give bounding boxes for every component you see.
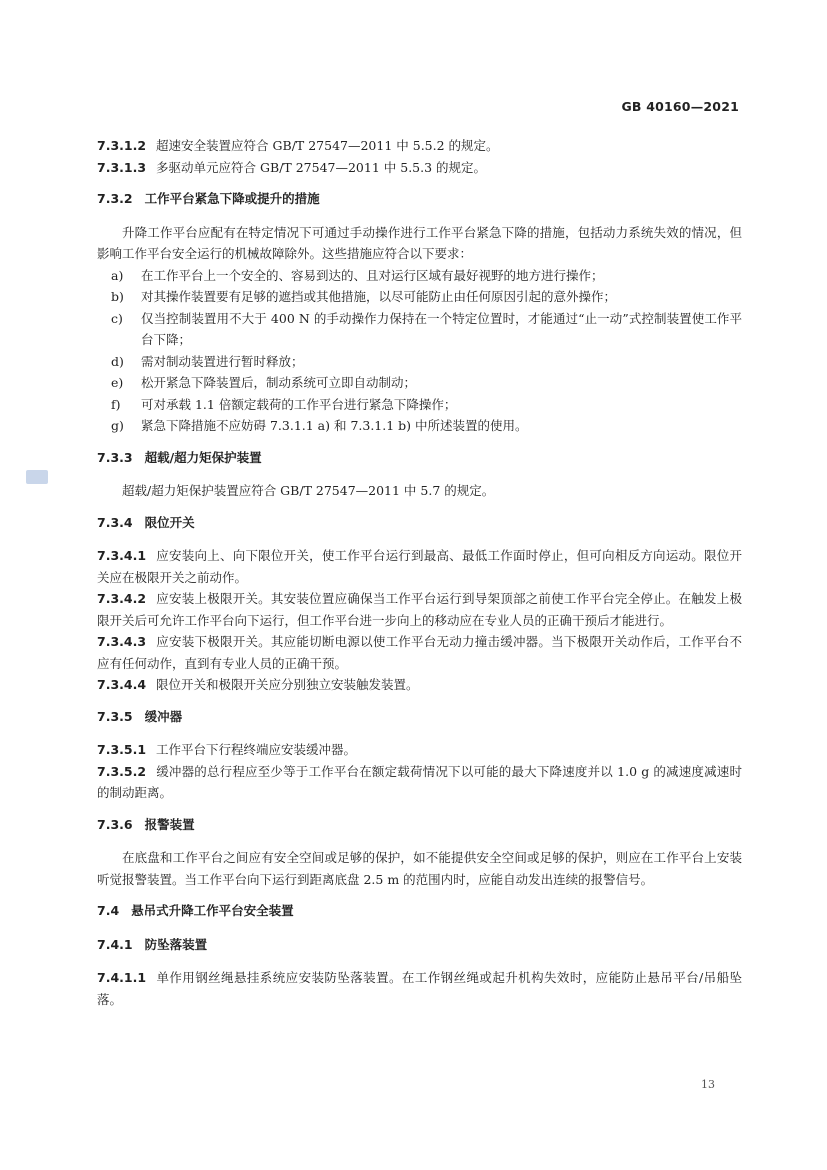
clause-number: 7.4.1.1 [97, 970, 147, 985]
heading-title: 工作平台紧急下降或提升的措施 [144, 191, 320, 206]
heading-number: 7.3.6 [97, 816, 133, 832]
paragraph-7-3-6: 在底盘和工作平台之间应有安全空间或足够的保护，如不能提供安全空间或足够的保护，则应在工作平台上安装听觉报警装置。当工作平台向下运行到距离底盘 2.5 m 的范围内时，应能自动发出连续的报警信号。 [97, 850, 742, 887]
heading-title: 悬吊式升降工作平台安全装置 [131, 903, 294, 918]
clause-number: 7.3.1.3 [97, 159, 147, 175]
list-item [97, 308, 742, 351]
clause-text: 应安装下极限开关。其应能切断电源以使工作平台无动力撞击缓冲器。当下极限开关动作后，工作平台不应有任何动作，直到有专业人员的正确干预。 [97, 634, 742, 671]
clause-7-3-1-3 [97, 157, 742, 179]
heading-number: 7.3.5 [97, 708, 133, 724]
list-item [97, 265, 742, 287]
clause-7-3-4-2 [97, 588, 742, 631]
list-text: 仅当控制装置用不大于 400 N 的手动操作力保持在一个特定位置时，才能通过“止一动”式控制装置使工作平台下降； [141, 310, 742, 347]
page-body [97, 135, 742, 1010]
clause-text: 应安装上极限开关。其安装位置应确保当工作平台运行到导架顶部之前使工作平台完全停止。在触发上极限开关后可允许工作平台向下运行，但工作平台进一步向上的移动应在专业人员的正确干预后才能进行。 [97, 591, 742, 628]
clause-7-3-4-1 [97, 545, 742, 588]
list-item [97, 286, 742, 308]
clause-number: 7.3.4.1 [97, 548, 147, 563]
clause-text: 单作用钢丝绳悬挂系统应安装防坠落装置。在工作钢丝绳或起升机构失效时，应能防止悬吊平台/吊船坠落。 [97, 970, 742, 1007]
list-marker: b) [111, 289, 124, 304]
heading-7-4-1 [97, 934, 742, 956]
clause-text: 限位开关和极限开关应分别独立安装触发装置。 [156, 677, 419, 692]
heading-title: 超载/超力矩保护装置 [144, 449, 262, 465]
clause-text: 缓冲器的总行程应至少等于工作平台在额定载荷情况下以可能的最大下降速度并以 1.0 g 的减速度减速时的制动距离。 [97, 763, 742, 800]
list-marker: f) [111, 396, 121, 412]
list-text: 在工作平台上一个安全的、容易到达的、且对运行区域有最好视野的地方进行操作； [141, 267, 604, 283]
list-text: 紧急下降措施不应妨碍 7.3.1.1 a) 和 7.3.1.1 b) 中所述装置的使用。 [141, 418, 528, 433]
clause-7-3-4-4 [97, 674, 742, 696]
heading-7-3-5 [97, 706, 742, 728]
heading-number: 7.3.4 [97, 514, 133, 530]
clause-7-3-5-2 [97, 761, 742, 804]
list-item [97, 351, 742, 373]
side-watermark [26, 470, 48, 484]
heading-7-4 [97, 900, 742, 922]
heading-7-3-2 [97, 188, 742, 210]
list-text: 对其操作装置要有足够的遮挡或其他措施，以尽可能防止由任何原因引起的意外操作； [141, 289, 617, 304]
list-item [97, 372, 742, 394]
clause-number: 7.3.1.2 [97, 138, 147, 153]
list-text: 松开紧急下降装置后，制动系统可立即自动制动； [141, 375, 417, 390]
clause-number: 7.3.4.2 [97, 591, 147, 606]
list-text: 需对制动装置进行暂时释放； [141, 353, 304, 369]
list-marker: g) [111, 418, 124, 433]
list-text: 可对承载 1.1 倍额定载荷的工作平台进行紧急下降操作； [141, 396, 457, 412]
standard-number: GB 40160—2021 [621, 99, 739, 114]
heading-title: 防坠落装置 [144, 936, 208, 952]
list-item [97, 394, 742, 416]
page-number: 13 [701, 1078, 715, 1091]
clause-number: 7.3.5.1 [97, 742, 147, 757]
paragraph-7-3-3: 超载/超力矩保护装置应符合 GB/T 27547—2011 中 5.7 的规定。 [122, 483, 495, 498]
heading-title: 缓冲器 [144, 708, 183, 724]
heading-number: 7.3.3 [97, 449, 133, 465]
list-item [97, 415, 742, 437]
heading-number: 7.3.2 [97, 191, 133, 206]
clause-text: 工作平台下行程终端应安装缓冲器。 [156, 742, 357, 757]
clause-7-3-1-2 [97, 135, 742, 157]
heading-number: 7.4 [97, 903, 120, 918]
clause-7-3-4-3 [97, 631, 742, 674]
heading-number: 7.4.1 [97, 936, 133, 952]
heading-7-3-3 [97, 447, 742, 469]
clause-7-3-5-1 [97, 739, 742, 761]
list-marker: e) [111, 375, 124, 390]
requirements-list [97, 265, 742, 437]
clause-number: 7.3.5.2 [97, 763, 147, 779]
clause-text: 应安装向上、向下限位开关，使工作平台运行到最高、最低工作面时停止，但可向相反方向运动。限位开关应在极限开关之前动作。 [97, 548, 742, 585]
heading-7-3-6 [97, 814, 742, 836]
heading-title: 报警装置 [144, 816, 195, 832]
list-marker: d) [111, 353, 124, 369]
heading-title: 限位开关 [144, 514, 195, 530]
list-marker: c) [111, 310, 123, 326]
clause-number: 7.3.4.4 [97, 677, 147, 692]
clause-7-4-1-1 [97, 967, 742, 1010]
clause-text: 多驱动单元应符合 GB/T 27547—2011 中 5.5.3 的规定。 [156, 159, 487, 175]
list-marker: a) [111, 267, 124, 283]
heading-7-3-4 [97, 512, 742, 534]
paragraph-7-3-2: 升降工作平台应配有在特定情况下可通过手动操作进行工作平台紧急下降的措施，包括动力系统失效的情况，但影响工作平台安全运行的机械故障除外。这些措施应符合以下要求： [97, 224, 742, 261]
clause-number: 7.3.4.3 [97, 634, 147, 649]
clause-text: 超速安全装置应符合 GB/T 27547—2011 中 5.5.2 的规定。 [156, 138, 499, 153]
